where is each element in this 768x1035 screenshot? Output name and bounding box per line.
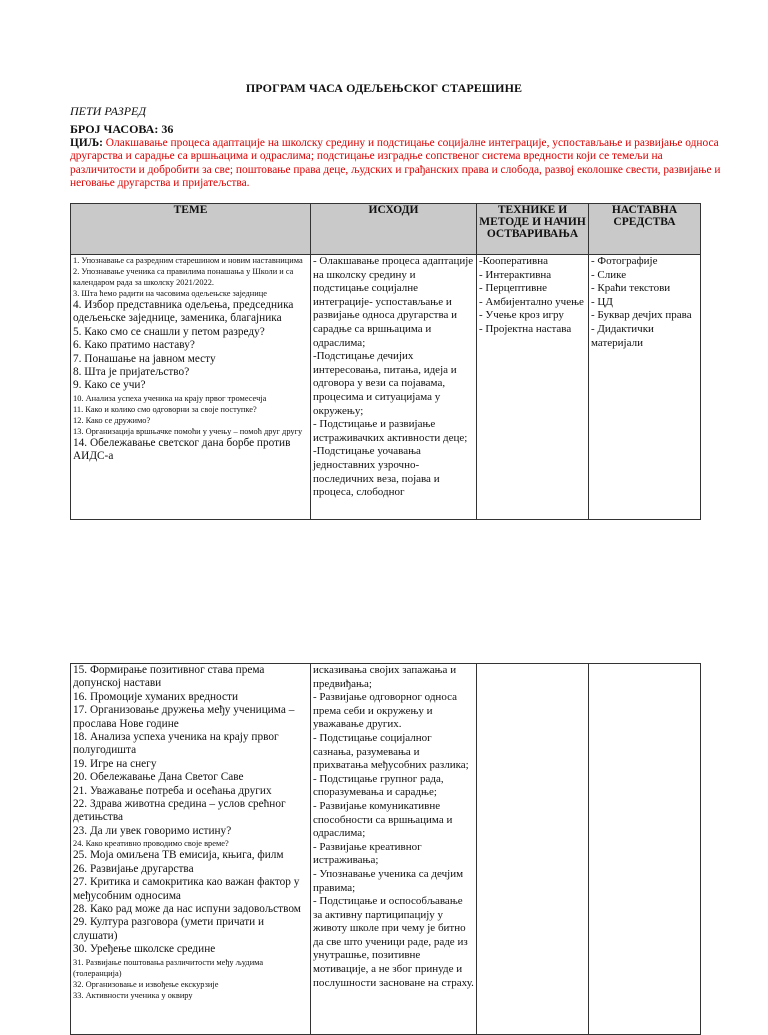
- topic-item: 24. Како креативно проводимо своје време?: [73, 839, 229, 849]
- topic-item: 28. Како рад може да нас испуни задовољством: [73, 902, 301, 915]
- method-item: - Пројектна настава: [479, 322, 572, 335]
- topic-item: 32. Организовање и извођење екскурзије: [73, 979, 219, 989]
- resources-cell: [589, 664, 701, 1035]
- outcome-item: - Подстицање групног рада, споразумевања и сарадње;: [313, 772, 444, 799]
- goal-paragraph: [70, 137, 730, 191]
- header-topics: ТЕМЕ: [71, 204, 311, 255]
- topic-item: 21. Уважавање потреба и осећања других: [73, 784, 272, 797]
- topic-item: 18. Анализа успеха ученика на крају првог полугодишта: [73, 731, 279, 757]
- grade-label: ПЕТИ РАЗРЕД: [70, 104, 147, 118]
- method-item: - Интерактивна: [479, 268, 552, 281]
- topic-item: 15. Формирање позитивног става према допунској настави: [73, 664, 265, 690]
- topic-item: 12. Како се дружимо?: [73, 415, 151, 425]
- table-header-row: [71, 204, 701, 255]
- outcome-item: - Подстицање и оспособљавање за активну партиципацију у животу школе при чему је битно да све што ученици раде, раде из унутрашње, позитивне мотивације, а не због принуде и послушности засноване на страху.: [313, 895, 474, 989]
- header-outcomes: ИСХОДИ: [311, 204, 477, 255]
- topics-cell: [71, 255, 311, 520]
- topics-cell: [71, 664, 311, 1035]
- resource-item: - Краћи текстови: [591, 282, 671, 295]
- topic-item: 16. Промоције хуманих вредности: [73, 690, 238, 703]
- table-row: [71, 664, 701, 1035]
- resource-item: - Буквар дечјих права: [591, 309, 692, 322]
- header-resources: НАСТАВНА СРЕДСТВА: [589, 204, 701, 255]
- topic-item: 29. Култура разговора (умети причати и слушати): [73, 916, 265, 942]
- topic-item: 8. Шта је пријатељство?: [73, 366, 190, 379]
- outcomes-cell: [311, 255, 477, 520]
- table-row: [71, 255, 701, 520]
- topic-item: 2. Упознавање ученика са правилима понашања у Школи и са календаром рада за школску 2021/2022.: [73, 267, 294, 287]
- outcome-item: -Подстицање дечијих интересовања, питања, идеја и одговора у вези са појавама, процесима и ситуацијама у окружењу;: [313, 350, 457, 417]
- topic-item: 19. Игре на снегу: [73, 757, 157, 770]
- topic-item: 25. Моја омиљена ТВ емисија, књига, филм: [73, 849, 284, 862]
- goal-label: ЦИЉ:: [70, 137, 103, 149]
- topic-item: 13. Организација вршњачке помоћи у учењу – помоћ друг другу: [73, 426, 303, 436]
- methods-cell: [477, 664, 589, 1035]
- method-item: - Амбијентално учење: [479, 295, 584, 308]
- outcomes-cell: [311, 664, 477, 1035]
- outcome-item: - Развијање креативног истраживања;: [313, 840, 422, 867]
- topic-item: 4. Избор представника одељења, председника одељењске заједнице, заменика, благајника: [73, 299, 294, 325]
- outcome-item: - Развијање комуникативне способности са вршњацима и одраслима;: [313, 799, 453, 840]
- outcome-item: исказивања својих запажања и предвиђања;: [313, 664, 457, 690]
- topic-item: 7. Понашање на јавном месту: [73, 352, 216, 365]
- resource-item: - Дидактички материјали: [591, 322, 654, 349]
- method-item: - Учење кроз игру: [479, 309, 564, 322]
- topic-item: 10. Анализа успеха ученика на крају првог тромесечја: [73, 393, 267, 403]
- document-title: ПРОГРАМ ЧАСА ОДЕЉЕЊСКОГ СТАРЕШИНЕ: [245, 81, 523, 95]
- topic-item: 3. Шта ћемо радити на часовима одељењске заједнице: [73, 289, 267, 298]
- topic-item: 26. Развијање другарства: [73, 862, 194, 875]
- method-item: - Перцептивне: [479, 282, 548, 295]
- resources-cell: [589, 255, 701, 520]
- topic-item: 23. Да ли увек говоримо истину?: [73, 824, 232, 837]
- topic-item: 20. Обележавање Дана Светог Саве: [73, 771, 244, 784]
- topic-item: 11. Како и колико смо одговорни за своје поступке?: [73, 404, 257, 414]
- program-table-part-2: [70, 663, 701, 1035]
- topic-item: 27. Критика и самокритика као важан фактор у међусобним односима: [73, 876, 300, 902]
- outcome-item: - Подстицање и развијање истраживачких активности деце;: [313, 418, 468, 444]
- resource-item: - ЦД: [591, 295, 613, 308]
- method-item: -Кооперативна: [479, 255, 548, 267]
- outcome-item: - Олакшавање процеса адаптације на школску средину и подстицање социјалне интеграције- успостављање и развијање односа другарства и сарадње са вршњацима и одраслима;: [313, 255, 474, 349]
- header-methods: ТЕХНИКЕ И МЕТОДЕ И НАЧИН ОСТВАРИВАЊА: [477, 204, 589, 255]
- topic-item: 1. Упознавање са разредним старешином и новим наставницима: [73, 256, 303, 265]
- topic-item: 33. Активности ученика у оквиру: [73, 990, 193, 1000]
- goal-text: Олакшавање процеса адаптације на школску средину и подстицање социјалне интеграције, успостављање и развијање односа другарства и сарадње са вршњацима и одраслима; подстицање изградње сопственог система вредности који се темељи на различитости и добробити за све; поштовање права деце, људских и грађанских права и слобода, развој еколошке свести, развијање и неговање другарства и пријатељства.: [70, 137, 721, 190]
- program-table-part-1: [70, 203, 701, 520]
- outcome-item: - Развијање одговорног односа према себи и окружењу и уважавање других.: [313, 691, 457, 731]
- resource-item: - Слике: [591, 268, 627, 281]
- topic-item: 30. Уређење школске средине: [73, 943, 216, 956]
- resource-item: - Фотографије: [591, 255, 658, 267]
- topic-item: 9. Како се учи?: [73, 379, 146, 392]
- topic-item: 17. Организовање дружења међу ученицима – прослава Нове године: [73, 704, 295, 730]
- outcome-item: - Упознавање ученика са дечјим правима;: [313, 867, 464, 894]
- outcome-item: - Подстицање социјалног сазнања, разумевања и прихватања међусобних разлика;: [313, 731, 469, 772]
- outcome-item: -Подстицање уочавања једноставних узрочно-последичних веза, појава и процеса, слободног: [313, 445, 440, 499]
- topic-item: 31. Развијање поштовања различитости међу људима (толеранција): [73, 957, 264, 978]
- methods-cell: [477, 255, 589, 520]
- hours-label: БРОЈ ЧАСОВА: 36: [70, 122, 174, 136]
- topic-item: 6. Како пратимо наставу?: [73, 339, 195, 352]
- topic-item: 22. Здрава животна средина – услов срећног детињства: [73, 798, 286, 824]
- topic-item: 5. Како смо се снашли у петом разреду?: [73, 325, 265, 338]
- topic-item: 14. Обележавање светског дана борбе против АИДС-а: [73, 436, 291, 463]
